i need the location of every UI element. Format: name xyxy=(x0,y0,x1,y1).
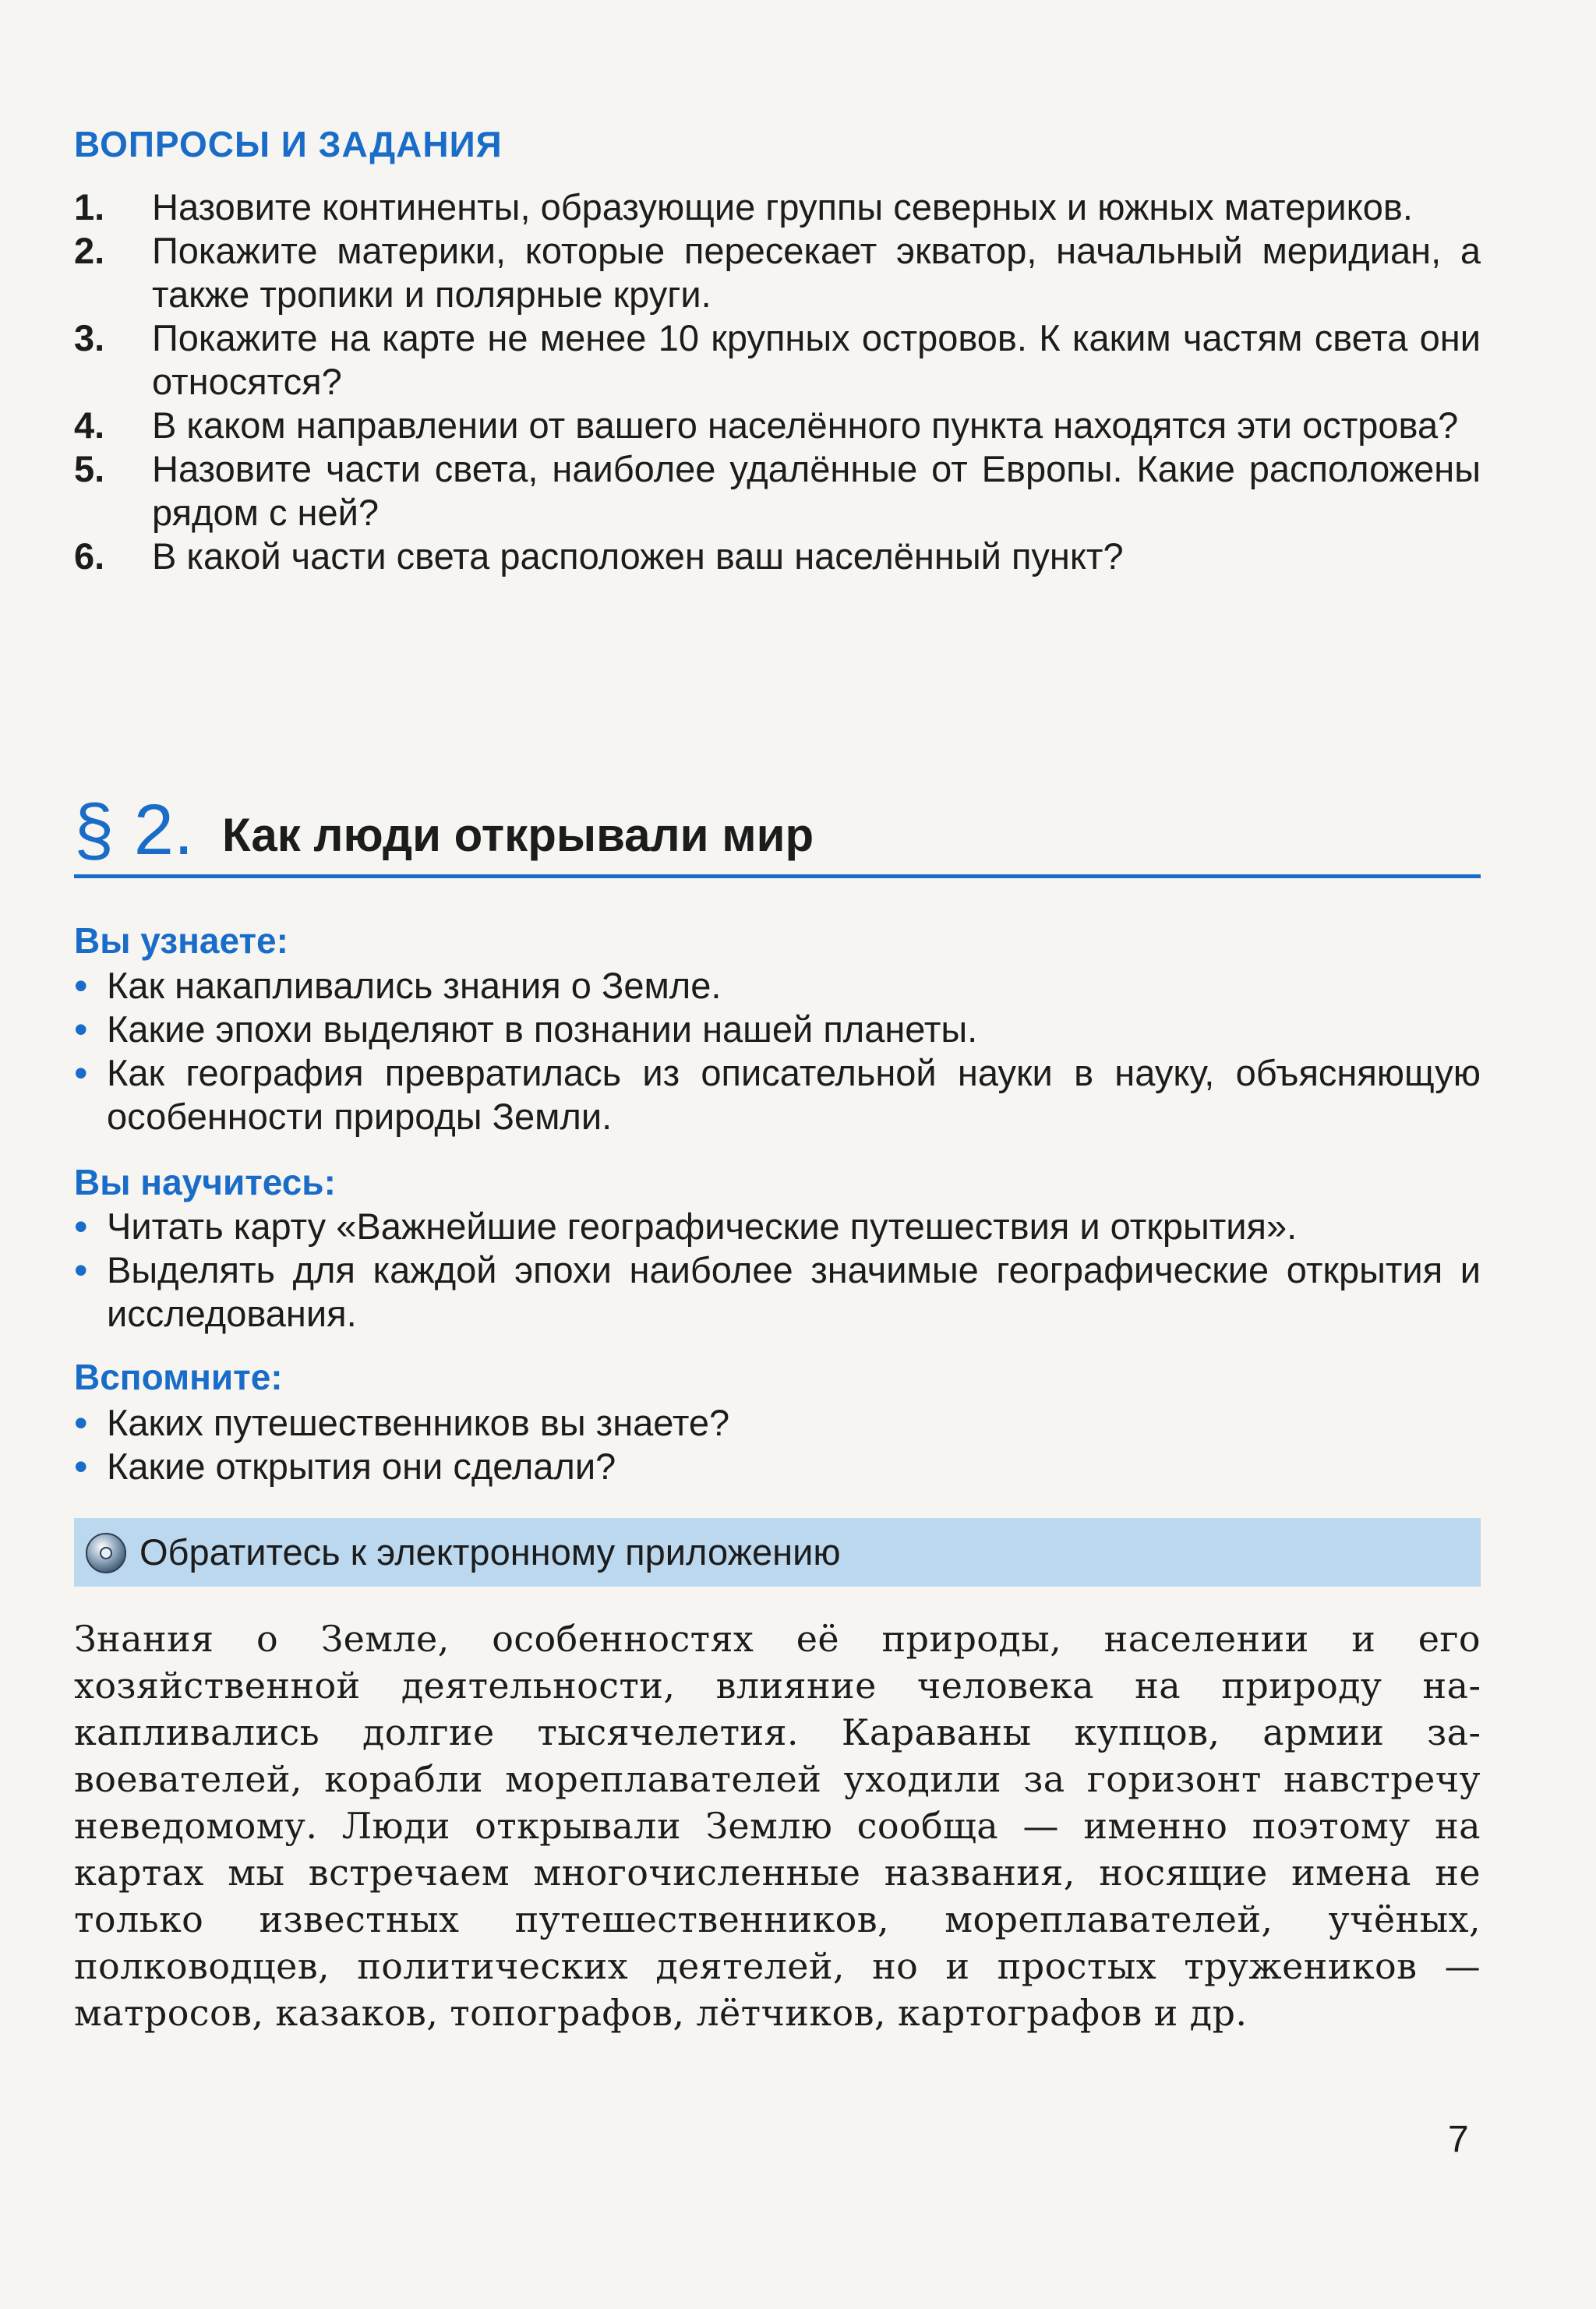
bullet-icon: • xyxy=(74,1445,88,1488)
question-number: 6. xyxy=(74,535,105,577)
question-number: 2. xyxy=(74,230,105,271)
list-item: • Как накапливались знания о Земле. xyxy=(74,964,722,1008)
question-number: 1. xyxy=(74,186,105,228)
question-number: 3. xyxy=(74,317,105,358)
bullet-icon: • xyxy=(74,964,88,1008)
question-item xyxy=(74,316,1481,404)
list-item: • Какие открытия они сделали? xyxy=(74,1445,616,1488)
question-text: Назовите части света, наиболее удалённые от Европы. Какие расположены рядом с ней? xyxy=(152,448,1481,533)
learn-heading: Вы узнаете: xyxy=(74,920,288,961)
section-title: Как люди открывали мир xyxy=(222,809,814,861)
question-text: В каком направлении от вашего населённого пункта находятся эти острова? xyxy=(152,404,1459,446)
questions-list xyxy=(74,185,1481,578)
skills-list xyxy=(74,1205,1481,1336)
question-text: Покажите на карте не менее 10 крупных островов. К каким частям света они относятся? xyxy=(152,317,1481,402)
electronic-appendix-banner[interactable] xyxy=(74,1518,1481,1587)
questions-heading: ВОПРОСЫ И ЗАДАНИЯ xyxy=(74,124,503,164)
bullet-icon: • xyxy=(74,1401,88,1445)
question-text: В какой части света расположен ваш населённый пункт? xyxy=(152,535,1124,577)
section-divider xyxy=(74,874,1481,878)
question-item xyxy=(74,185,1481,229)
bullet-icon: • xyxy=(74,1051,88,1095)
learn-list xyxy=(74,964,1481,1139)
page-number: 7 xyxy=(1448,2119,1469,2160)
list-item: • Выделять для каждой эпохи наиболее значимые географические открытия и исследования. xyxy=(74,1248,1481,1334)
recall-heading: Вспомните: xyxy=(74,1357,283,1397)
question-text: Покажите материки, которые пересекает экватор, начальный меридиан, а также тропики и полярные круги. xyxy=(152,230,1481,315)
disc-icon xyxy=(85,1532,127,1574)
section-header xyxy=(74,787,1481,881)
question-item xyxy=(74,535,1481,578)
question-item xyxy=(74,229,1481,316)
bullet-icon: • xyxy=(74,1205,88,1248)
list-item: • Каких путешественников вы знаете? xyxy=(74,1401,730,1445)
question-number: 4. xyxy=(74,404,105,446)
list-item: • Читать карту «Важнейшие географические путешествия и открытия». xyxy=(74,1205,1298,1248)
question-number: 5. xyxy=(74,448,105,489)
recall-list xyxy=(74,1401,1481,1488)
list-item: • Какие эпохи выделяют в познании нашей планеты. xyxy=(74,1008,978,1051)
skills-heading: Вы научитесь: xyxy=(74,1162,336,1202)
list-item: • Как география превратилась из описательной науки в науку, объясняющую особенности природы Земли. xyxy=(74,1051,1481,1137)
question-item xyxy=(74,447,1481,535)
section-number: § 2. xyxy=(74,790,194,870)
appendix-text: Обратитесь к электронному приложению xyxy=(139,1531,841,1573)
question-text: Назовите континенты, образующие группы северных и южных материков. xyxy=(152,186,1413,228)
question-item xyxy=(74,404,1481,447)
bullet-icon: • xyxy=(74,1248,88,1292)
body-paragraph: Знания о Земле, особенностях её природы, населении и его хозяйственной деятельности, влияние человека на природу накапливались долгие тысячелетия. Караваны купцов, армии завоевателей, корабли мореплавателей уходили за горизонт навстречу неведомому. Люди открывали Землю сообща — именно поэтому на картах мы встречаем многочисленные названия, носящие имена не только известных путешественников, мореплавателей, учёных, полководцев, политических деятелей, но и простых тружеников — матросов, казаков, топографов, лётчиков, картографов и др. xyxy=(74,1618,1481,2034)
bullet-icon: • xyxy=(74,1008,88,1051)
